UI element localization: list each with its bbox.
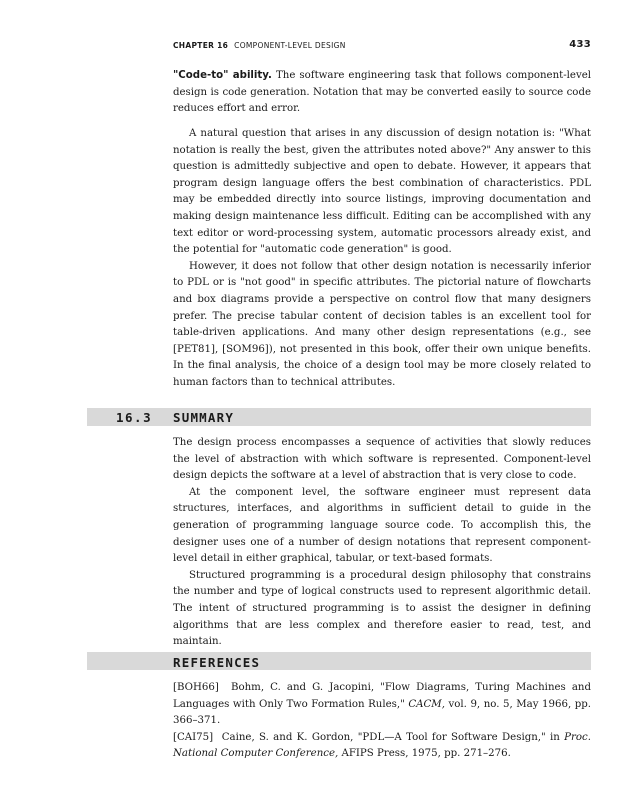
summary-section-number: 16.3 — [116, 410, 153, 425]
reference-item — [173, 730, 591, 763]
references-list — [173, 680, 591, 763]
reference-tag: [CAI75] — [173, 731, 214, 743]
references-heading: REFERENCES — [173, 655, 261, 670]
references-heading-band — [87, 652, 591, 670]
summary-paragraph: At the component level, the software engineer must represent data structures, interfaces, and algorithms in sufficient detail to guide in the generation of programming language source code. To accomplish this, the designer uses one of a number of design notations that represent component-level detail in either graphical, tabular, or text-based formats. — [173, 486, 591, 565]
summary-heading: SUMMARY — [173, 410, 235, 425]
reference-tail: vol. 9, no. 5, May 1966, pp. 366–371. — [173, 698, 592, 727]
page-number: 433 — [569, 39, 591, 50]
summary-paragraph: The design process encompasses a sequence of activities that slowly reduces the level of abstraction with which software is represented. Component-level design depicts the software at a level of abstraction that is very close to code. — [173, 437, 591, 482]
reference-venue: CACM, — [408, 698, 445, 710]
intro-lead: "Code-to" ability. — [173, 70, 272, 81]
reference-item — [173, 680, 591, 730]
chapter-title: COMPONENT-LEVEL DESIGN — [234, 41, 346, 50]
discussion-section — [173, 126, 591, 392]
chapter-label: CHAPTER 16 — [173, 41, 229, 50]
reference-venue: Proc. National Computer Conference, — [173, 731, 591, 760]
summary-section — [173, 435, 591, 651]
paragraph: A natural question that arises in any discussion of design notation is: "What notation is really the best, given the attributes noted above?" Any answer to this question is admittedly subjective and open to debate. However, it appears that program design language offers the best combination of characteristics. PDL may be embedded directly into source listings, improving documentation and making design maintenance less difficult. Editing can be accomplished with any text editor or word-processing system, automatic processors already exist, and the potential for "automatic code generation" is good. — [173, 128, 591, 256]
intro-paragraph — [173, 68, 591, 118]
reference-text: Bohm, C. and G. Jacopini, "Flow Diagrams, Turing Machines and Languages with Only Two Formation Rules," — [173, 682, 591, 710]
intro-section — [173, 68, 591, 118]
paragraph: However, it does not follow that other design notation is necessarily inferior to PDL or is "not good" in specific attributes. The pictorial nature of flowcharts and box diagrams provide a perspective on control flow that many designers prefer. The precise tabular content of decision tables is an excellent tool for table-driven applications. And many other design representations (e.g., see [PET81], [SOM96]), not presented in this book, offer their own unique benefits. In the final analysis, the choice of a design tool may be more closely related to human factors than to technical attributes. — [173, 260, 591, 388]
reference-text: Caine, S. and K. Gordon, "PDL—A Tool for Software Design," in — [221, 731, 560, 743]
running-header — [173, 41, 591, 50]
reference-tag: [BOH66] — [173, 682, 219, 693]
reference-tail: AFIPS Press, 1975, pp. 271–276. — [341, 748, 511, 760]
summary-heading-band — [87, 408, 591, 426]
summary-paragraph: Structured programming is a procedural design philosophy that constrains the number and type of logical constructs used to represent algorithmic detail. The intent of structured programming is to assist the designer in defining algorithms that are less complex and therefore easier to read, test, and maintain. — [173, 569, 591, 648]
intro-text: The software engineering task that follows component-level design is code generation. Notation that may be converted easily to source code reduces effort and error. — [173, 70, 592, 115]
